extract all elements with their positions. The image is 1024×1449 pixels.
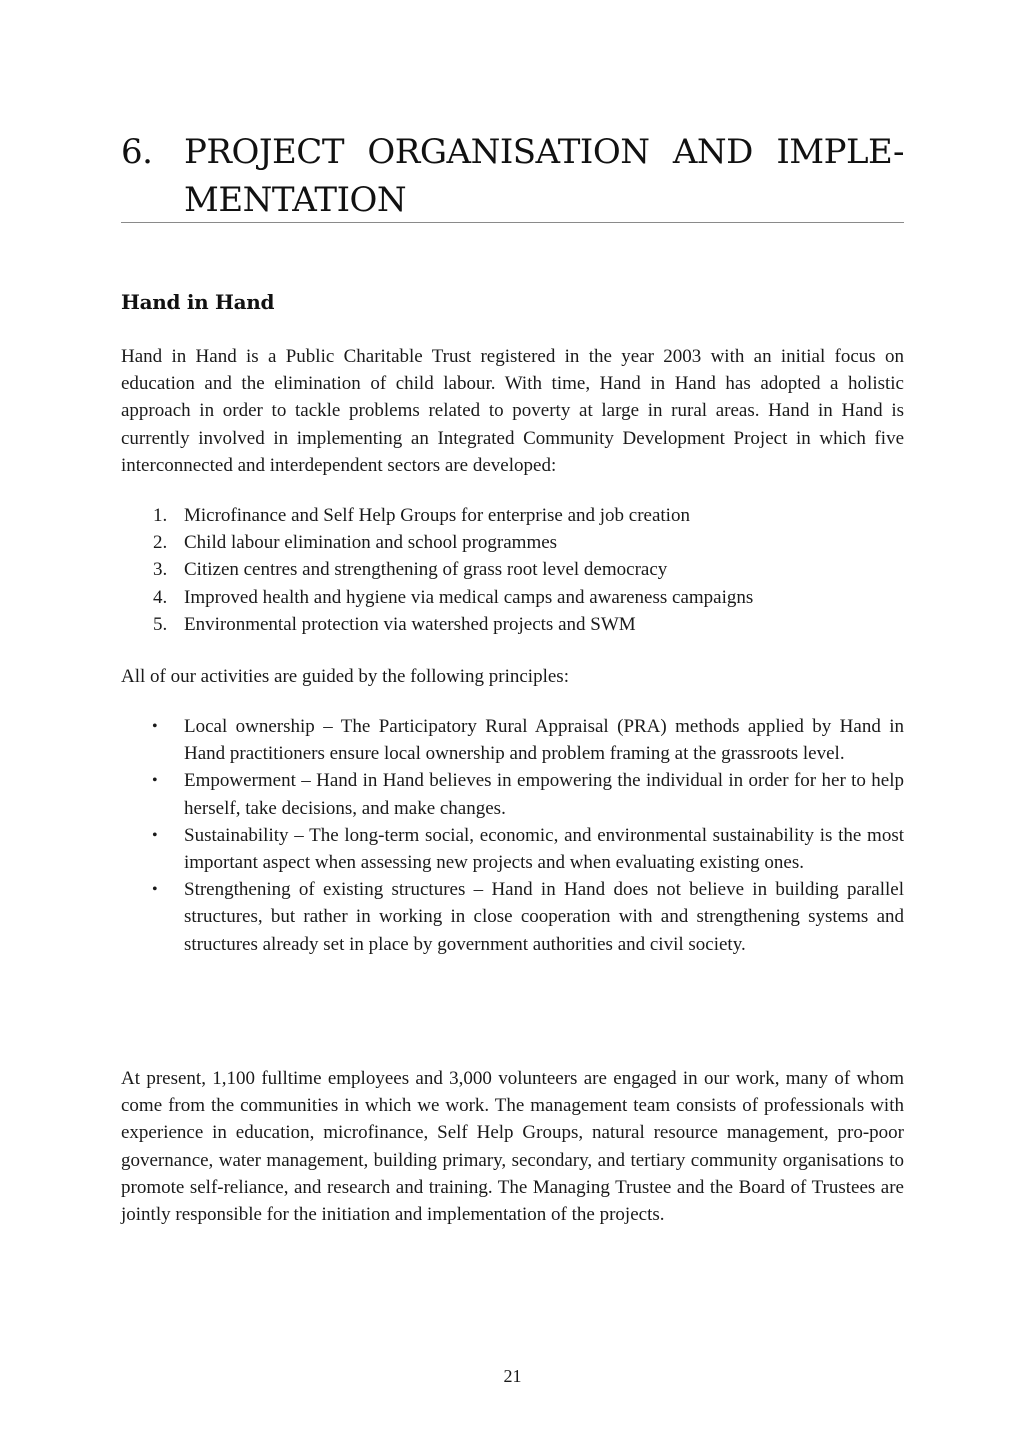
list-item [121, 611, 904, 638]
closing-paragraph: At present, 1,100 fulltime employees and 3,000 volunteers are engaged in our work, many of whom come from the communities in which we work. The management team consists of professionals with experience in education, microfinance, Self Help Groups, natural resource management, pro-poor governance, water management, building primary, secondary, and tertiary community organisations to promote self-reliance, and research and training. The Managing Trustee and the Board of Trustees are jointly responsible for the initiation and implementation of the projects. [121, 1068, 904, 1226]
chapter-title-word: PROJECT [184, 132, 344, 172]
section-heading: Hand in Hand [121, 290, 275, 314]
bullet-icon: • [152, 881, 158, 899]
list-item [121, 876, 904, 958]
intro-paragraph: Hand in Hand is a Public Charitable Trust registered in the year 2003 with an initial focus on education and the elimination of child labour. With time, Hand in Hand has adopted a holistic approach in order to tackle problems related to poverty at large in rural areas. Hand in Hand is currently involved in implementing an Integrated Community Development Project in which five interconnected and interdependent sectors are developed: [121, 346, 904, 476]
list-number: 2. [153, 532, 168, 554]
list-number: 4. [153, 586, 168, 608]
principles-list [121, 713, 904, 958]
list-item [121, 502, 904, 529]
list-item [121, 556, 904, 583]
list-item [121, 767, 904, 821]
list-item [121, 529, 904, 556]
list-number: 1. [153, 505, 168, 526]
list-item-text: Microfinance and Self Help Groups for enterprise and job creation [184, 505, 690, 526]
chapter-number: 6. [121, 132, 153, 172]
chapter-title-line1 [184, 128, 904, 176]
list-number: 5. [153, 613, 168, 635]
bullet-icon: • [152, 772, 158, 790]
list-item-text: Empowerment – Hand in Hand believes in empowering the individual in order for her to help herself, take decisions, and make changes. [184, 770, 904, 819]
chapter-title-line2: MENTATION [184, 180, 407, 220]
list-item-text: Citizen centres and strengthening of grass root level democracy [184, 559, 668, 581]
list-item-text: Improved health and hygiene via medical camps and awareness campaigns [184, 586, 754, 608]
bullet-icon: • [152, 718, 158, 735]
principles-intro: All of our activities are guided by the following principles: [121, 666, 569, 687]
list-item-text: Strengthening of existing structures – Hand in Hand does not believe in building parallel structures, but rather in working in close cooperation with and strengthening systems and structures already set in place by government authorities and civil society. [184, 879, 904, 955]
list-item-text: Local ownership – The Participatory Rural Appraisal (PRA) methods applied by Hand in Hand practitioners ensure local ownership and problem framing at the grassroots level. [184, 716, 904, 765]
list-item [121, 713, 904, 767]
list-item-text: Sustainability – The long-term social, economic, and environmental sustainability is the most important aspect when assessing new projects and when evaluating existing ones. [184, 824, 904, 874]
bullet-icon: • [152, 826, 158, 844]
chapter-title-word: ORGANISATION [367, 132, 650, 172]
chapter-title-word: IMPLE- [776, 132, 904, 172]
list-item-text: Environmental protection via watershed projects and SWM [184, 613, 636, 635]
chapter-title-word: AND [672, 132, 753, 172]
list-number: 3. [153, 559, 168, 581]
heading-divider [121, 222, 904, 223]
list-item [121, 584, 904, 611]
page-number: 21 [503, 1366, 522, 1386]
list-item-text: Child labour elimination and school programmes [184, 532, 558, 554]
list-item [121, 822, 904, 876]
sectors-list [121, 502, 904, 638]
